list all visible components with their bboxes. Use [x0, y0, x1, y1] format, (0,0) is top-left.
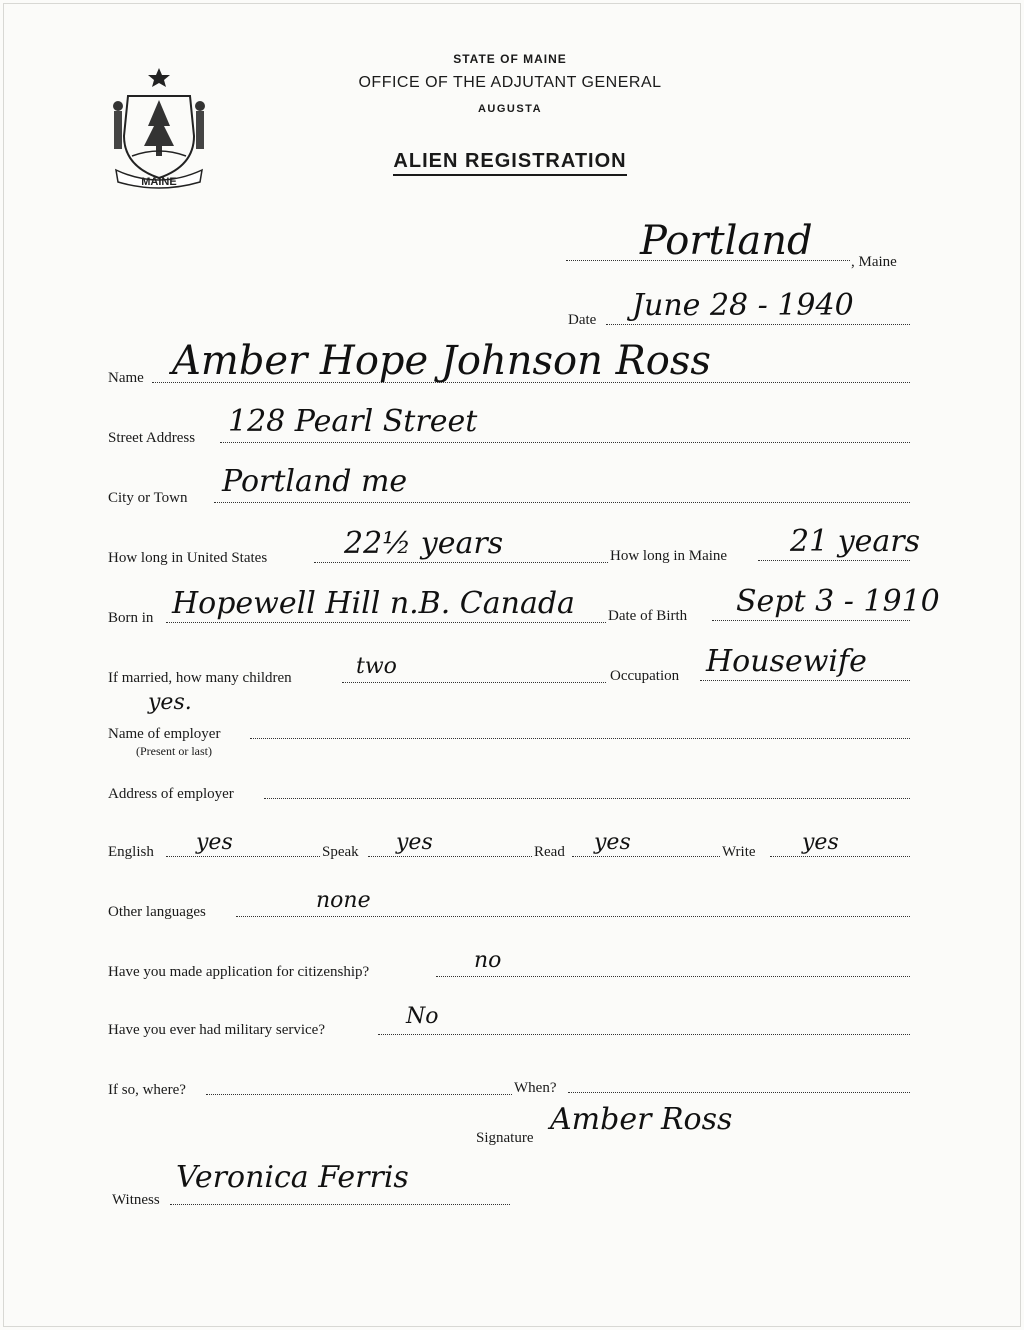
occupation-value[interactable]: Housewife	[706, 644, 867, 679]
employer-address-label: Address of employer	[108, 786, 234, 802]
city-label: City or Town	[108, 490, 188, 506]
occupation-label: Occupation	[610, 668, 680, 684]
street-value[interactable]: 128 Pearl Street	[228, 404, 478, 439]
street-line	[220, 442, 910, 443]
employer-address-line[interactable]	[264, 798, 910, 799]
office-heading: OFFICE OF THE ADJUTANT GENERAL	[358, 74, 662, 91]
witness-value[interactable]: Veronica Ferris	[176, 1160, 409, 1195]
speak-label: Speak	[322, 844, 359, 860]
maine-duration-line	[758, 560, 910, 561]
citizenship-line	[436, 976, 910, 977]
dob-label: Date of Birth	[608, 608, 688, 624]
read-line	[572, 856, 720, 857]
where-label: If so, where?	[108, 1082, 186, 1098]
state-seal-icon	[108, 66, 210, 192]
write-line	[770, 856, 910, 857]
write-label: Write	[722, 844, 756, 860]
when-label: When?	[514, 1080, 557, 1096]
speak-value[interactable]: yes	[396, 830, 433, 855]
read-label: Read	[534, 844, 565, 860]
occupation-line	[700, 680, 910, 681]
date-value[interactable]: June 28 - 1940	[632, 288, 854, 323]
other-languages-value[interactable]: none	[316, 888, 371, 913]
place-label: , Maine	[851, 254, 897, 270]
citizenship-value[interactable]: no	[474, 948, 502, 973]
form-title: ALIEN REGISTRATION	[300, 150, 720, 173]
place-value[interactable]: Portland	[640, 218, 813, 264]
dob-line	[712, 620, 910, 621]
date-label: Date	[568, 312, 597, 328]
born-in-line	[166, 622, 606, 623]
english-line	[166, 856, 320, 857]
us-duration-label: How long in United States	[108, 550, 268, 566]
us-duration-value[interactable]: 22½ years	[344, 526, 504, 561]
born-in-label: Born in	[108, 610, 154, 626]
where-line[interactable]	[206, 1094, 512, 1095]
citizenship-label: Have you made application for citizenship?	[108, 964, 370, 980]
military-label: Have you ever had military service?	[108, 1022, 325, 1038]
write-value[interactable]: yes	[802, 830, 839, 855]
other-languages-line	[236, 916, 910, 917]
us-duration-line	[314, 562, 608, 563]
other-languages-label: Other languages	[108, 904, 206, 920]
maine-duration-label: How long in Maine	[610, 548, 728, 564]
speak-line	[368, 856, 532, 857]
city-value[interactable]: Portland me	[222, 464, 408, 499]
employer-name-sublabel: (Present or last)	[136, 744, 212, 758]
children-value[interactable]: two	[356, 654, 397, 679]
witness-line	[170, 1204, 510, 1205]
signature-label: Signature	[476, 1130, 534, 1146]
signature-value[interactable]: Amber Ross	[550, 1102, 733, 1137]
dob-value[interactable]: Sept 3 - 1910	[736, 584, 940, 619]
city-heading: AUGUSTA	[477, 103, 543, 115]
military-value[interactable]: No	[406, 1004, 439, 1029]
name-label: Name	[108, 370, 144, 386]
born-in-value[interactable]: Hopewell Hill n.B. Canada	[172, 586, 575, 621]
when-line[interactable]	[568, 1092, 910, 1093]
maine-duration-value[interactable]: 21 years	[790, 524, 921, 559]
witness-label: Witness	[112, 1192, 160, 1208]
english-value[interactable]: yes	[196, 830, 233, 855]
street-label: Street Address	[108, 430, 196, 446]
date-line	[606, 324, 910, 325]
state-heading: STATE OF MAINE	[453, 52, 567, 66]
military-line	[378, 1034, 910, 1035]
name-value[interactable]: Amber Hope Johnson Ross	[172, 338, 711, 384]
children-label: If married, how many children	[108, 670, 292, 686]
city-line	[214, 502, 910, 503]
married-note: yes.	[148, 690, 192, 715]
page-frame	[3, 3, 1021, 1327]
svg-text:MAINE: MAINE	[141, 176, 177, 188]
read-value[interactable]: yes	[594, 830, 631, 855]
employer-name-line[interactable]	[250, 738, 910, 739]
children-line	[342, 682, 606, 683]
employer-name-label: Name of employer	[108, 726, 221, 742]
english-label: English	[108, 844, 154, 860]
